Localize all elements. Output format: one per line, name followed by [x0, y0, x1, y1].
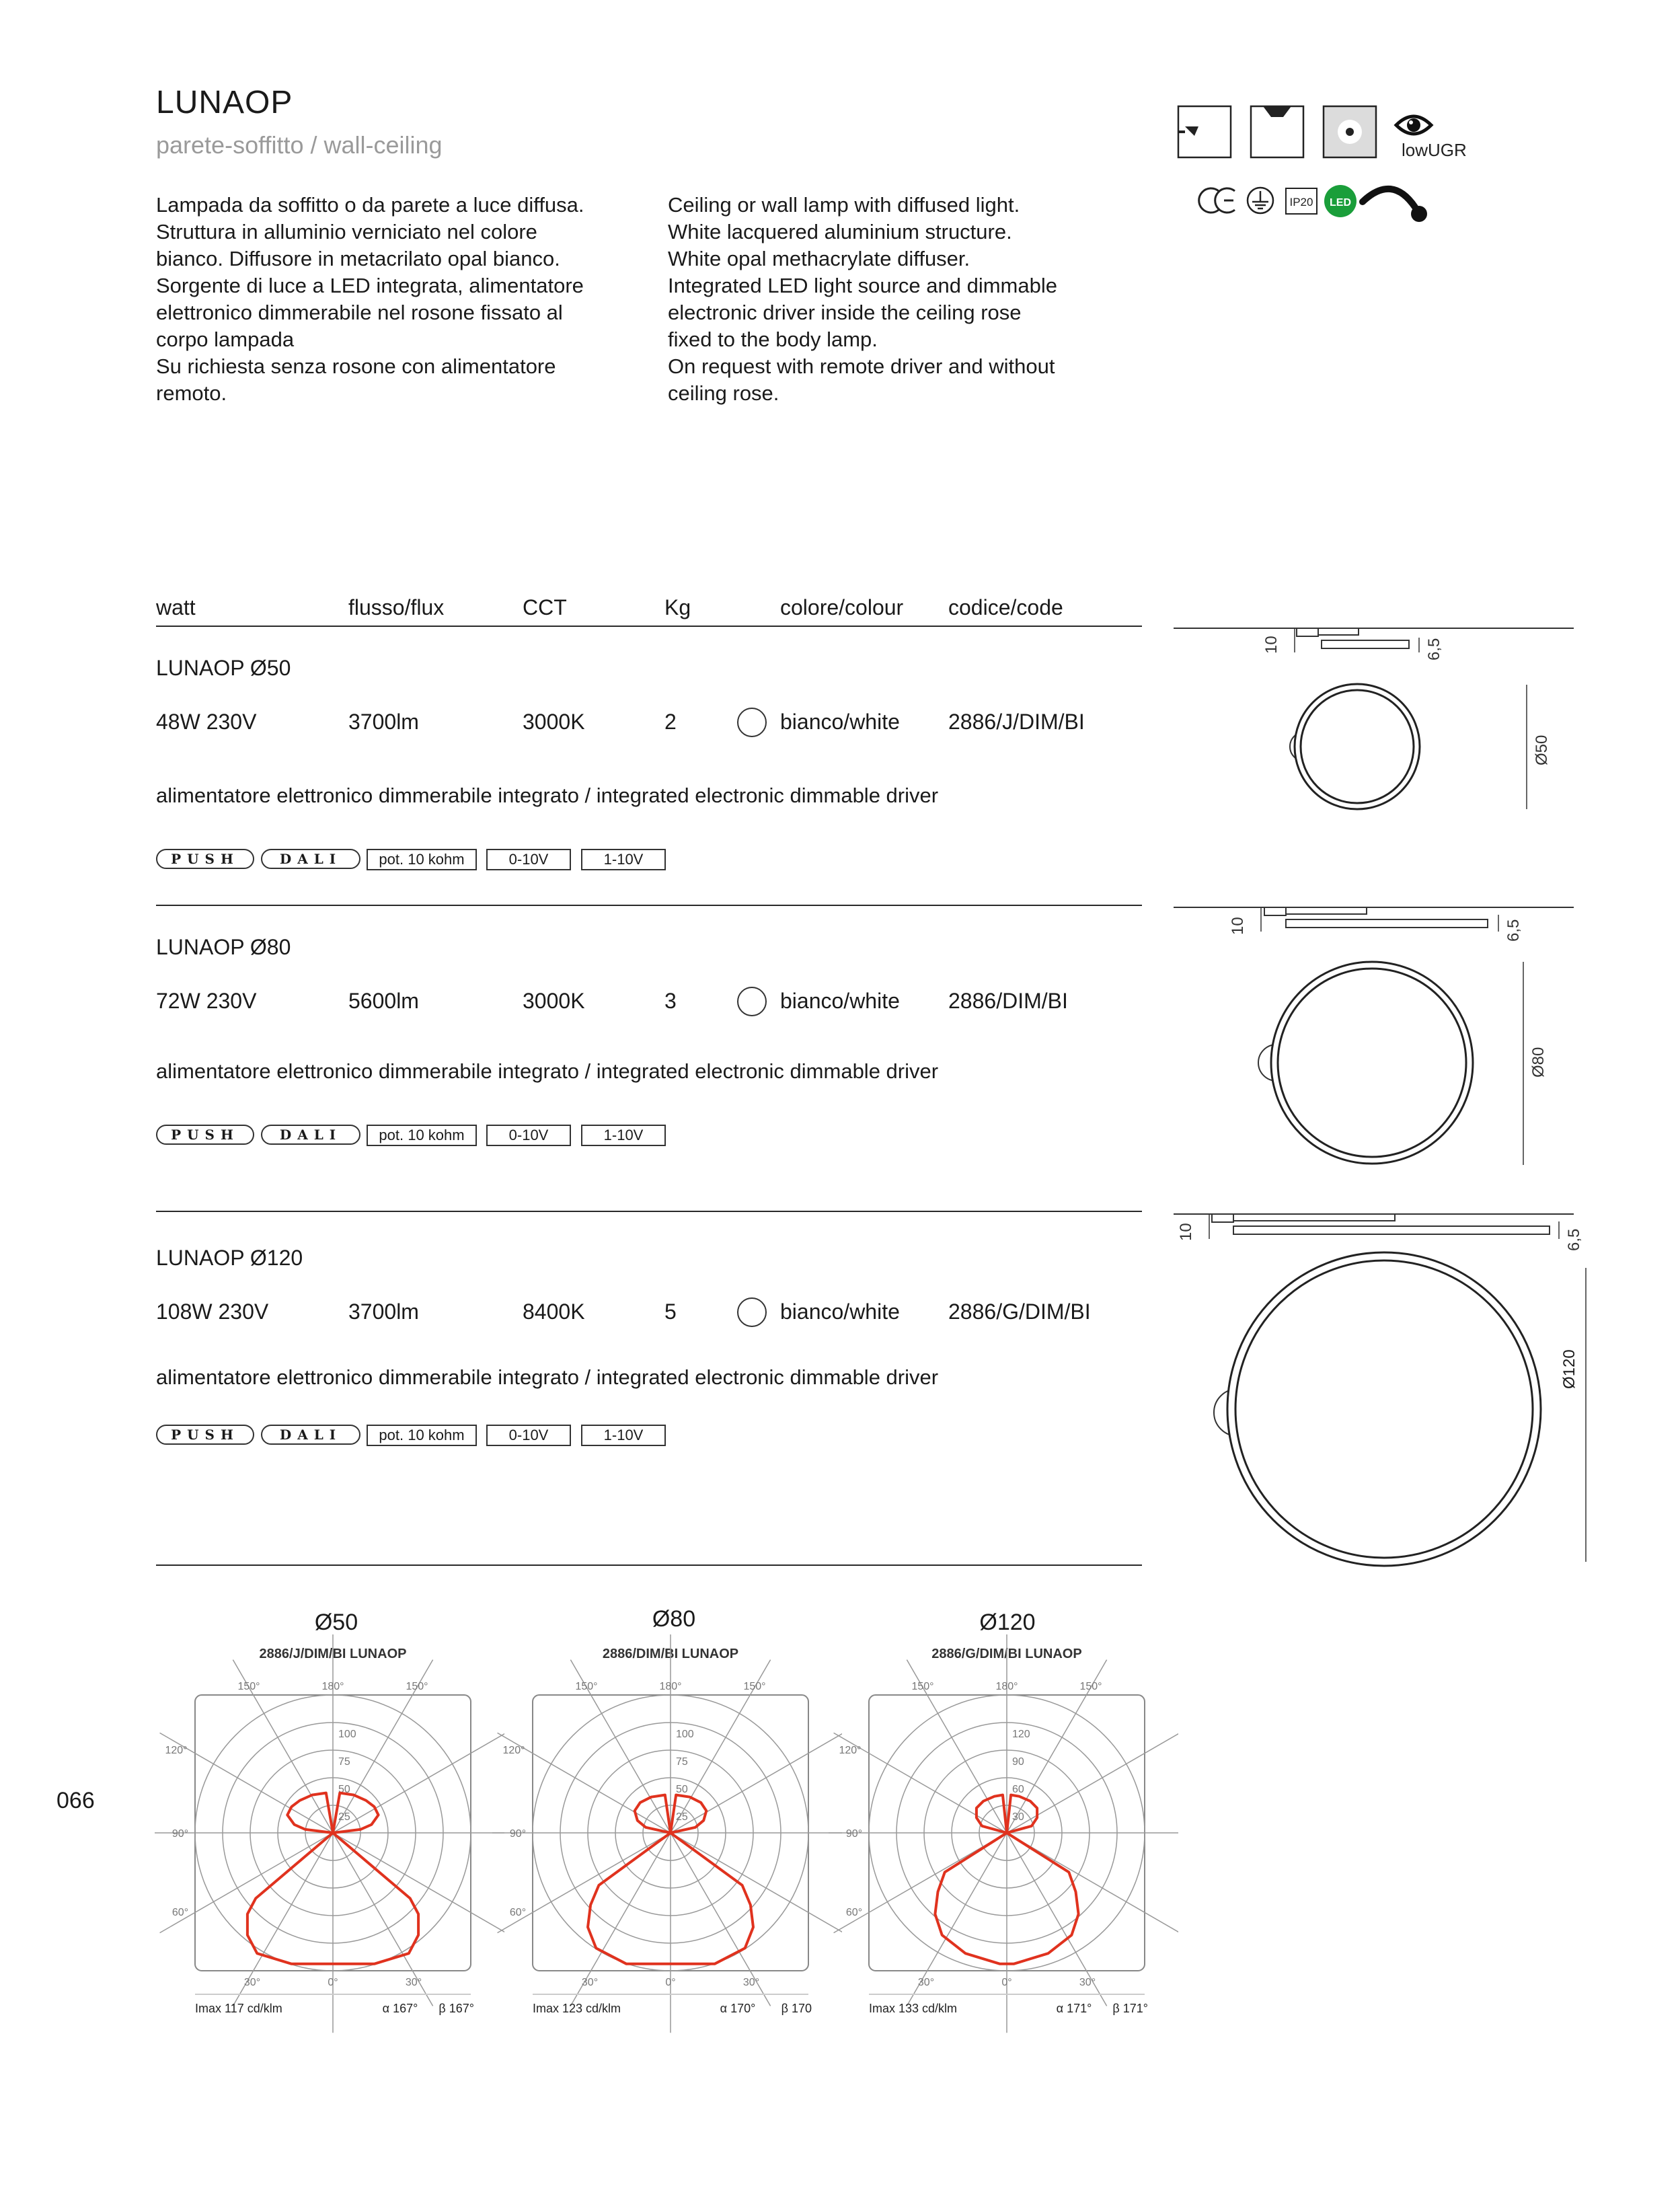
- dimension-drawing: [1174, 907, 1574, 1165]
- dali-badge: DALI: [261, 1125, 360, 1145]
- kg-value: 2: [664, 710, 677, 734]
- angle-label: 0°: [328, 1977, 338, 1988]
- angle-label: 30°: [243, 1977, 261, 1988]
- model-name: LUNAOP Ø120: [156, 1246, 303, 1270]
- polar-chart: [155, 1634, 504, 2055]
- alpha-label: α 167°: [382, 2002, 418, 2015]
- photometry-label: Ø50: [314, 1610, 358, 1635]
- row-rule: [156, 1564, 1142, 1566]
- driver-note: alimentatore elettronico dimmerabile integrato / integrated electronic dimmable driver: [156, 1365, 939, 1389]
- angle-label: 150°: [406, 1681, 428, 1692]
- header-flux: flusso/flux: [348, 595, 445, 619]
- beta-label: β 170: [781, 2002, 812, 2015]
- ring-label: 60: [1012, 1784, 1024, 1795]
- page-number: 066: [56, 1788, 95, 1813]
- svg-text:LED: LED: [1330, 197, 1351, 209]
- pot-badge: pot. 10 kohm: [367, 849, 477, 870]
- angle-label: 90°: [845, 1828, 863, 1840]
- description-english: Ceiling or wall lamp with diffused light. White lacquered aluminium structure. White opal methacrylate diffuser. Integrated LED light source and dimmable electronic driver inside the ceiling rose fixed to the body lamp. On request with remote driver and without ceiling rose.: [668, 193, 1057, 405]
- colour-value: bianco/white: [780, 710, 900, 734]
- polar-code: 2886/J/DIM/BI LUNAOP: [259, 1647, 407, 1661]
- kg-value: 3: [664, 989, 677, 1013]
- angle-label: 150°: [575, 1681, 598, 1692]
- header-rule: [156, 626, 1142, 627]
- dali-badge: DALI: [261, 1425, 360, 1445]
- cct-value: 3000K: [523, 710, 585, 734]
- alpha-label: α 171°: [1056, 2002, 1092, 2015]
- v110-badge: 1-10V: [581, 1425, 666, 1446]
- code-value: 2886/G/DIM/BI: [948, 1299, 1091, 1324]
- ceiling-mount-icon: [1251, 106, 1303, 157]
- angle-label: 180°: [995, 1681, 1018, 1692]
- product-title: LUNAOP: [156, 85, 293, 120]
- ring-label: 90: [1012, 1756, 1024, 1768]
- angle-label: 90°: [509, 1828, 527, 1840]
- flux-value: 3700lm: [348, 710, 419, 734]
- header-colour: colore/colour: [780, 595, 904, 619]
- header-cct: CCT: [523, 595, 567, 619]
- ring-label: 25: [676, 1811, 688, 1823]
- svg-text:Ø80: Ø80: [1529, 1047, 1548, 1078]
- header-watt: watt: [156, 595, 196, 619]
- dali-badge: DALI: [261, 849, 360, 869]
- watt-value: 72W 230V: [156, 989, 257, 1013]
- angle-label: 90°: [171, 1828, 189, 1840]
- angle-label: 30°: [917, 1977, 935, 1988]
- svg-text:Ø50: Ø50: [1533, 734, 1551, 765]
- angle-label: 60°: [171, 1907, 189, 1918]
- low-ugr-label: lowUGR: [1402, 140, 1467, 160]
- ground-class-icon: [1248, 188, 1273, 213]
- dimmable-icon: [1363, 189, 1427, 222]
- push-badge: PUSH: [156, 1125, 254, 1145]
- polar-svg: [492, 1634, 842, 2051]
- colour-value: bianco/white: [780, 1299, 900, 1324]
- angle-label: 30°: [742, 1977, 760, 1988]
- dimension-drawing: [1174, 628, 1574, 809]
- ce-mark-icon: [1199, 188, 1235, 213]
- ring-label: 100: [338, 1729, 356, 1740]
- beta-label: β 167°: [438, 2002, 474, 2015]
- angle-label: 150°: [237, 1681, 260, 1692]
- v010-badge: 0-10V: [486, 1425, 571, 1446]
- angle-label: 30°: [405, 1977, 422, 1988]
- cct-value: 3000K: [523, 989, 585, 1013]
- svg-text:10: 10: [1262, 636, 1281, 654]
- v110-badge: 1-10V: [581, 1125, 666, 1146]
- pot-badge: pot. 10 kohm: [367, 1425, 477, 1446]
- ring-label: 50: [676, 1784, 688, 1795]
- pot-badge: pot. 10 kohm: [367, 1125, 477, 1146]
- diffused-light-icon: [1324, 106, 1376, 157]
- angle-label: 0°: [1001, 1977, 1012, 1988]
- ring-label: 120: [1012, 1729, 1030, 1740]
- code-value: 2886/DIM/BI: [948, 989, 1068, 1013]
- polar-svg: [829, 1634, 1178, 2051]
- product-subtitle: parete-soffitto / wall-ceiling: [156, 131, 443, 159]
- svg-text:10: 10: [1177, 1223, 1195, 1241]
- led-icon: [1324, 185, 1357, 217]
- v110-badge: 1-10V: [581, 849, 666, 870]
- angle-label: 150°: [743, 1681, 766, 1692]
- row-rule: [156, 1211, 1142, 1212]
- driver-note: alimentatore elettronico dimmerabile integrato / integrated electronic dimmable driver: [156, 784, 939, 807]
- photometry-label: Ø120: [979, 1610, 1036, 1635]
- imax-label: Imax 117 cd/klm: [195, 2002, 282, 2015]
- polar-code: 2886/G/DIM/BI LUNAOP: [931, 1647, 1082, 1661]
- photometry-label: Ø80: [652, 1606, 696, 1632]
- watt-value: 108W 230V: [156, 1299, 269, 1324]
- ip20-icon: [1286, 188, 1317, 214]
- angle-label: 0°: [665, 1977, 676, 1988]
- code-value: 2886/J/DIM/BI: [948, 710, 1085, 734]
- polar-code: 2886/DIM/BI LUNAOP: [602, 1647, 739, 1661]
- ring-label: 100: [676, 1729, 694, 1740]
- colour-swatch: [737, 1297, 767, 1327]
- svg-text:10: 10: [1229, 917, 1247, 935]
- imax-label: Imax 133 cd/klm: [869, 2002, 958, 2015]
- angle-label: 30°: [1079, 1977, 1096, 1988]
- angle-label: 150°: [911, 1681, 934, 1692]
- diameter-label: Ø120: [1560, 1349, 1578, 1389]
- polar-chart: [492, 1634, 842, 2055]
- ring-label: 50: [338, 1784, 350, 1795]
- colour-swatch: [737, 708, 767, 737]
- svg-text:6,5: 6,5: [1425, 638, 1443, 661]
- row-rule: [156, 905, 1142, 906]
- v010-badge: 0-10V: [486, 849, 571, 870]
- angle-label: 180°: [659, 1681, 682, 1692]
- feature-icons: [1177, 101, 1486, 235]
- driver-note: alimentatore elettronico dimmerabile integrato / integrated electronic dimmable driver: [156, 1059, 939, 1083]
- ring-label: 75: [338, 1756, 350, 1768]
- angle-label: 120°: [165, 1745, 188, 1756]
- v010-badge: 0-10V: [486, 1125, 571, 1146]
- header-kg: Kg: [664, 595, 691, 619]
- angle-label: 60°: [845, 1907, 863, 1918]
- eye-icon: [1396, 116, 1431, 134]
- push-badge: PUSH: [156, 1425, 254, 1445]
- angle-label: 180°: [321, 1681, 344, 1692]
- header-code: codice/code: [948, 595, 1063, 619]
- colour-value: bianco/white: [780, 989, 900, 1013]
- cct-value: 8400K: [523, 1299, 585, 1324]
- alpha-label: α 170°: [720, 2002, 756, 2015]
- polar-svg: [155, 1634, 504, 2051]
- ring-label: 25: [338, 1811, 350, 1823]
- push-badge: PUSH: [156, 849, 254, 869]
- wall-mount-icon: [1178, 106, 1231, 157]
- svg-text:6,5: 6,5: [1504, 919, 1523, 942]
- kg-value: 5: [664, 1299, 677, 1324]
- flux-value: 5600lm: [348, 989, 419, 1013]
- ring-label: 30: [1012, 1811, 1024, 1823]
- model-name: LUNAOP Ø50: [156, 656, 291, 680]
- watt-value: 48W 230V: [156, 710, 257, 734]
- svg-text:6,5: 6,5: [1565, 1228, 1583, 1251]
- imax-label: Imax 123 cd/klm: [533, 2002, 621, 2015]
- angle-label: 120°: [502, 1745, 525, 1756]
- colour-swatch: [737, 987, 767, 1016]
- ring-label: 75: [676, 1756, 688, 1768]
- angle-label: 150°: [1079, 1681, 1102, 1692]
- angle-label: 120°: [839, 1745, 862, 1756]
- svg-text:IP20: IP20: [1289, 196, 1313, 209]
- flux-value: 3700lm: [348, 1299, 419, 1324]
- model-name: LUNAOP Ø80: [156, 935, 291, 959]
- angle-label: 60°: [509, 1907, 527, 1918]
- beta-label: β 171°: [1112, 2002, 1148, 2015]
- dimension-drawings: [1170, 619, 1587, 1574]
- polar-chart: [829, 1634, 1178, 2055]
- description-italian: Lampada da soffitto o da parete a luce diffusa. Struttura in alluminio verniciato nel colore bianco. Diffusore in metacrilato opal bianco. Sorgente di luce a LED integrata, alimentatore elettronico dimmerabile nel rosone fissato al corpo lampada Su richiesta senza rosone con alimentatore remoto.: [156, 193, 584, 405]
- angle-label: 30°: [581, 1977, 599, 1988]
- dimension-drawing: [1174, 1214, 1586, 1566]
